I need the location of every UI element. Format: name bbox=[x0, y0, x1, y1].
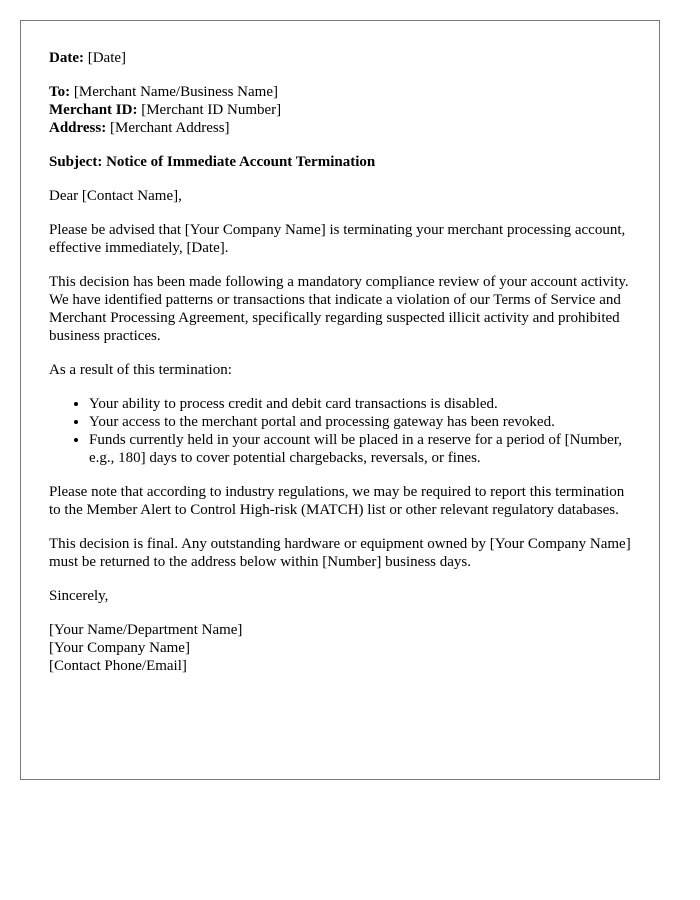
to-value: [Merchant Name/Business Name] bbox=[73, 84, 278, 100]
list-item: • Funds currently held in your account will be placed in a reserve for a period of [Number, e.g., 180] days to cover potential chargebacks, reversals, or fines. bbox=[89, 431, 631, 467]
merchant-id-line bbox=[49, 101, 631, 119]
merchant-id-value: [Merchant ID Number] bbox=[141, 102, 282, 118]
date-value: [Date] bbox=[87, 50, 127, 66]
address-label: Address: bbox=[49, 120, 107, 136]
signature-contact: [Contact Phone/Email] bbox=[49, 658, 187, 674]
termination-effects-list bbox=[49, 395, 631, 467]
salutation: Dear [Contact Name], bbox=[49, 188, 182, 204]
list-item: • Your ability to process credit and debit card transactions is disabled. bbox=[89, 395, 631, 413]
paragraph-regulatory-report: Please note that according to industry regulations, we may be required to report this termination to the Member Alert to Control High-risk (MATCH) list or other relevant regulatory databases. bbox=[49, 484, 625, 518]
paragraph-final-decision: This decision is final. Any outstanding hardware or equipment owned by [Your Company Name] must be returned to the address below within [Number] business days. bbox=[49, 536, 631, 570]
address-value: [Merchant Address] bbox=[109, 120, 230, 136]
paragraph-result-intro: As a result of this termination: bbox=[49, 362, 232, 378]
date-line bbox=[49, 49, 631, 67]
signature-block bbox=[49, 621, 631, 675]
paragraph-compliance-review: This decision has been made following a mandatory compliance review of your account activity. We have identified patterns or transactions that indicate a violation of our Terms of Service and Merchant Processing Agreement, specifically regarding suspected illicit activity and prohibited business practices. bbox=[49, 274, 629, 344]
to-line bbox=[49, 83, 631, 101]
subject-line: Subject: Notice of Immediate Account Termination bbox=[49, 154, 376, 170]
paragraph-termination-notice: Please be advised that [Your Company Name] is terminating your merchant processing account, effective immediately, [Date]. bbox=[49, 222, 626, 256]
letter-page bbox=[20, 20, 660, 780]
merchant-id-label: Merchant ID: bbox=[49, 102, 138, 118]
address-line bbox=[49, 119, 631, 137]
signature-company: [Your Company Name] bbox=[49, 640, 190, 656]
closing: Sincerely, bbox=[49, 588, 109, 604]
list-item: • Your access to the merchant portal and processing gateway has been revoked. bbox=[89, 413, 631, 431]
date-label: Date: bbox=[49, 50, 84, 66]
signature-name: [Your Name/Department Name] bbox=[49, 622, 243, 638]
recipient-block bbox=[49, 83, 631, 137]
to-label: To: bbox=[49, 84, 71, 100]
